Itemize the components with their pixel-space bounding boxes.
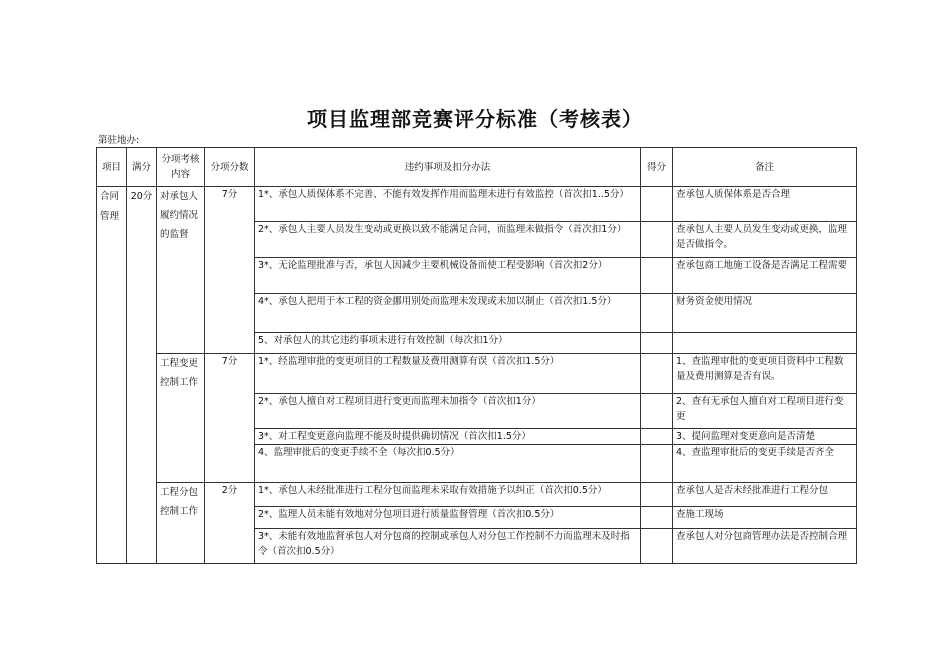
score-cell[interactable] (641, 258, 673, 294)
table-row (97, 187, 857, 222)
score-cell[interactable] (641, 445, 673, 483)
remark-cell: 财务资金使用情况 (673, 294, 857, 333)
remark-cell: 4、查监理审批后的变更手续是否齐全 (673, 445, 857, 483)
remark-cell: 查承包商工地施工设备是否满足工程需要 (673, 258, 857, 294)
deduction-item: 2*、监理人员未能有效地对分包项目进行质量监督管理（首次扣0.5分） (255, 507, 641, 529)
group-score: 7分 (205, 187, 255, 354)
remark-cell: 查承包人质保体系是否合理 (673, 187, 857, 222)
score-cell[interactable] (641, 222, 673, 258)
header-row (97, 148, 857, 187)
remark-cell: 1、查监理审批的变更项目资料中工程数量及费用测算是否有误。 (673, 354, 857, 394)
scoring-table (96, 147, 857, 564)
deduction-item: 4、监理审批后的变更手续不全（每次扣0.5分） (255, 445, 641, 483)
deduction-item: 4*、承包人把用于本工程的资金挪用别处而监理未发现或未加以制止（首次扣1.5分） (255, 294, 641, 333)
deduction-item: 3*、对工程变更意向监理不能及时提供确切情况（首次扣1.5分） (255, 429, 641, 445)
score-cell[interactable] (641, 294, 673, 333)
score-cell[interactable] (641, 529, 673, 564)
deduction-item: 1*、承包人未经批准进行工程分包而监理未采取有效措施予以纠正（首次扣0.5分） (255, 483, 641, 507)
score-cell[interactable] (641, 394, 673, 429)
remark-cell (673, 333, 857, 354)
deduction-item: 2*、承包人主要人员发生变动或更换以致不能满足合同，而监理未做指令（首次扣1分） (255, 222, 641, 258)
header-sub-score: 分项分数 (205, 148, 255, 187)
deduction-item: 2*、承包人擅自对工程项目进行变更而监理未加指令（首次扣1分） (255, 394, 641, 429)
score-cell[interactable] (641, 354, 673, 394)
score-cell[interactable] (641, 483, 673, 507)
remark-cell: 查施工现场 (673, 507, 857, 529)
header-score: 得分 (641, 148, 673, 187)
section-name: 合同管理 (97, 187, 127, 564)
score-cell[interactable] (641, 429, 673, 445)
header-full-score: 满分 (127, 148, 157, 187)
deduction-item: 3*、未能有效地监督承包人对分包商的控制或承包人对分包工作控制不力而监理未及时指令（首次扣0.5分） (255, 529, 641, 564)
document-title: 项目监理部竞赛评分标准（考核表） (307, 107, 643, 131)
section-full-score: 20分 (127, 187, 157, 564)
table-row (97, 354, 857, 394)
header-sub-item: 分项考核内容 (157, 148, 205, 187)
group-score: 7分 (205, 354, 255, 483)
header-remark: 备注 (673, 148, 857, 187)
deduction-item: 3*、无论监理批准与否，承包人因减少主要机械设备而使工程受影响（首次扣2分） (255, 258, 641, 294)
score-cell[interactable] (641, 333, 673, 354)
header-project: 项目 (97, 148, 127, 187)
remark-cell: 查承包人主要人员发生变动或更换，监理是否做指令。 (673, 222, 857, 258)
group-name: 工程分包控制工作 (157, 483, 205, 564)
remark-cell: 2、查有无承包人擅自对工程项目进行变更 (673, 394, 857, 429)
group-name: 工程变更控制工作 (157, 354, 205, 483)
remark-cell: 查承包人对分包商管理办法是否控制合理 (673, 529, 857, 564)
remark-cell: 查承包人是否未经批准进行工程分包 (673, 483, 857, 507)
remark-cell: 3、提问监理对变更意向是否清楚 (673, 429, 857, 445)
score-cell[interactable] (641, 187, 673, 222)
deduction-item: 1*、经监理审批的变更项目的工程数量及费用测算有误（首次扣1.5分） (255, 354, 641, 394)
deduction-item: 5、对承包人的其它违约事项未进行有效控制（每次扣1分） (255, 333, 641, 354)
group-score: 2分 (205, 483, 255, 564)
score-cell[interactable] (641, 507, 673, 529)
station-label: 第驻地办: (98, 135, 140, 146)
group-name: 对承包人履约情况的监督 (157, 187, 205, 354)
table-row (97, 483, 857, 507)
deduction-item: 1*、承包人质保体系不完善、不能有效发挥作用而监理未进行有效监控（首次扣1..5分） (255, 187, 641, 222)
header-method: 违约事项及扣分办法 (255, 148, 641, 187)
